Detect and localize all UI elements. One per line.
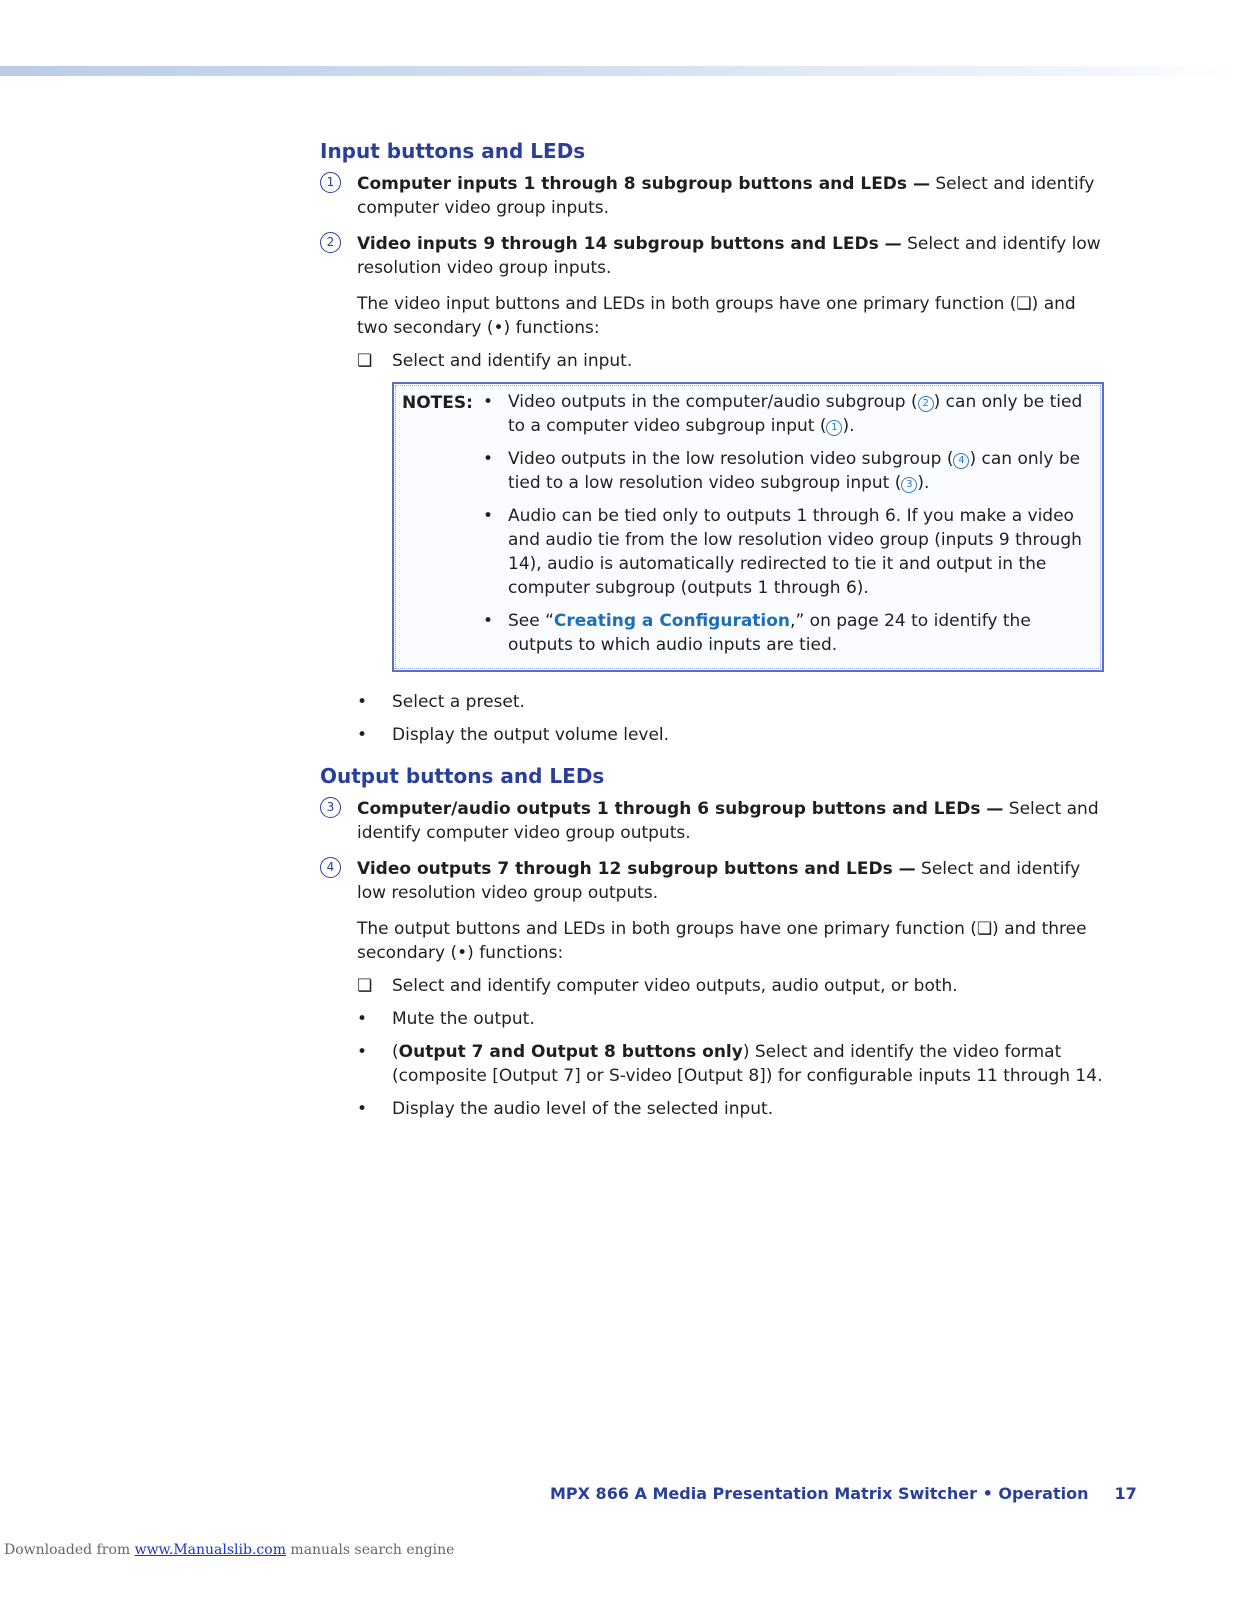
bullet-icon: • — [357, 1009, 368, 1029]
note-text: See “ — [508, 611, 554, 631]
function-bold-text: Output 7 and Output 8 buttons only — [398, 1042, 743, 1062]
note-text: ). — [917, 473, 930, 493]
function-text: Display the audio level of the selected input. — [392, 1099, 774, 1119]
output-primary-function — [357, 974, 1110, 998]
input-functions-paragraph: The video input buttons and LEDs in both groups have one primary function (❏) and two secondary (•) functions: — [357, 294, 1076, 338]
page-footer — [550, 1484, 1137, 1503]
input-section-heading: Input buttons and LEDs — [320, 139, 586, 163]
callout-2-icon: 2 — [918, 396, 934, 412]
download-notice — [4, 1542, 454, 1558]
download-prefix: Downloaded from — [4, 1542, 135, 1558]
page-number: 17 — [1114, 1484, 1137, 1503]
note-text: ) can only be tied to a low resolution video subgroup input ( — [508, 449, 1081, 493]
bullet-icon: • — [483, 392, 494, 412]
input-item-2 — [320, 232, 1110, 280]
notes-label: NOTES: — [402, 393, 473, 413]
item-text: Select and identify low resolution video group outputs. — [357, 859, 1081, 903]
function-text: Select and identify an input. — [392, 351, 633, 371]
note-text: Video outputs in the computer/audio subgroup ( — [508, 392, 918, 412]
input-item-1 — [320, 172, 1110, 220]
note-3 — [483, 504, 1092, 600]
note-text: ) can only be tied to a computer video subgroup input ( — [508, 392, 1083, 436]
input-secondary-function-1 — [357, 690, 1110, 714]
checkbox-bullet-icon: ❏ — [357, 976, 373, 996]
callout-4-icon: 4 — [953, 453, 969, 469]
note-text: ,” on page 24 to identify the outputs to which audio inputs are tied. — [508, 611, 1031, 655]
bullet-icon: • — [483, 611, 494, 631]
output-item-4 — [320, 857, 1110, 905]
function-text: Mute the output. — [392, 1009, 535, 1029]
note-2 — [483, 447, 1092, 495]
footer-title: MPX 866 A Media Presentation Matrix Switcher • Operation — [550, 1484, 1089, 1503]
bullet-icon: • — [357, 725, 368, 745]
note-text: Audio can be tied only to outputs 1 through 6. If you make a video and audio tie from the low resolution video group (inputs 9 through 14), audio is automatically redirected to tie it and output in the computer subgroup (outputs 1 through 6). — [508, 506, 1082, 598]
callout-3-icon: 3 — [901, 477, 917, 493]
output-secondary-function-1 — [357, 1007, 1110, 1031]
header-gradient-bar — [0, 66, 1237, 76]
item-text: Select and identify computer video group outputs. — [357, 799, 1099, 843]
note-4 — [483, 609, 1092, 657]
bullet-icon: • — [357, 692, 368, 712]
input-primary-function — [357, 349, 1110, 373]
function-text: Display the output volume level. — [392, 725, 670, 745]
checkbox-bullet-icon: ❏ — [357, 351, 373, 371]
callout-1-icon: 1 — [826, 420, 842, 436]
item-text: Select and identify low resolution video group inputs. — [357, 234, 1101, 278]
item-title: Computer/audio outputs 1 through 6 subgroup buttons and LEDs — — [357, 799, 1004, 819]
creating-configuration-link[interactable]: Creating a Configuration — [553, 611, 791, 631]
item-title: Video inputs 9 through 14 subgroup buttons and LEDs — — [357, 234, 902, 254]
output-functions-paragraph: The output buttons and LEDs in both groups have one primary function (❏) and three secondary (•) functions: — [357, 919, 1087, 963]
output-section-heading: Output buttons and LEDs — [320, 764, 605, 788]
item-title: Computer inputs 1 through 8 subgroup buttons and LEDs — — [357, 174, 930, 194]
manualslib-link[interactable]: www.Manualslib.com — [134, 1542, 286, 1558]
function-text: ) Select and identify the video format (composite [Output 7] or S-video [Output 8]) for configurable inputs 11 through 14. — [392, 1042, 1103, 1086]
function-text: Select and identify computer video outputs, audio output, or both. — [392, 976, 958, 996]
input-secondary-function-2 — [357, 723, 1110, 747]
note-text: ). — [842, 416, 855, 436]
function-text: ( — [392, 1042, 399, 1062]
output-secondary-function-3 — [357, 1097, 1110, 1121]
bullet-icon: • — [357, 1042, 368, 1062]
callout-1-icon: 1 — [320, 172, 341, 193]
bullet-icon: • — [483, 449, 494, 469]
callout-3-icon: 3 — [320, 797, 341, 818]
bullet-icon: • — [357, 1099, 368, 1119]
download-suffix: manuals search engine — [285, 1542, 455, 1558]
item-title: Video outputs 7 through 12 subgroup buttons and LEDs — — [357, 859, 916, 879]
document-body — [320, 138, 1110, 1130]
item-text: Select and identify computer video group inputs. — [357, 174, 1095, 218]
callout-4-icon: 4 — [320, 857, 341, 878]
output-item-3 — [320, 797, 1110, 845]
bullet-icon: • — [483, 506, 494, 526]
output-secondary-function-2 — [357, 1040, 1110, 1088]
function-text: Select a preset. — [392, 692, 525, 712]
note-text: Video outputs in the low resolution video subgroup ( — [508, 449, 954, 469]
note-1 — [483, 390, 1092, 438]
notes-box — [392, 382, 1104, 672]
callout-2-icon: 2 — [320, 232, 341, 253]
